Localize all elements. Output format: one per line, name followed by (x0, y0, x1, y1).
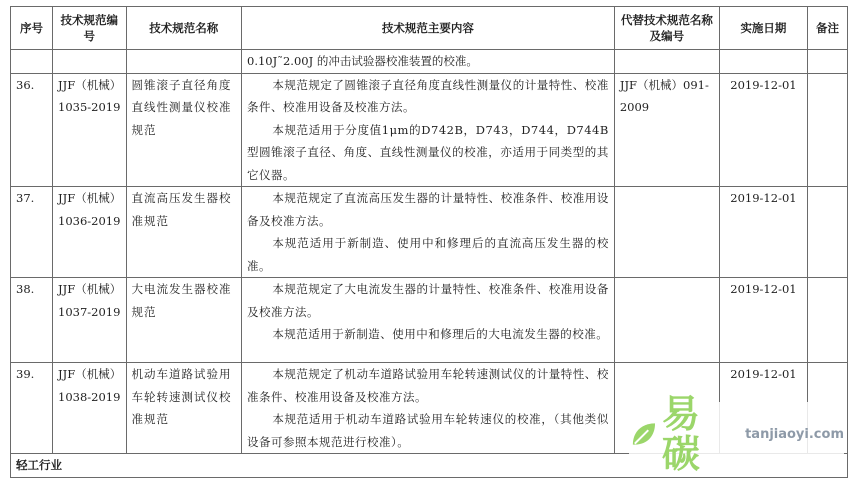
cell-date: 2019-12-01 (719, 187, 807, 278)
cell-name: 机动车道路试验用车轮转速测试仪校准规范 (126, 363, 242, 454)
cell-empty (53, 50, 127, 74)
content-paragraph: 本规范适用于机动车道路试验用车轮转速仪的校准，（其他类似设备可参照本规范进行校准）。 (247, 412, 609, 449)
table-row (11, 278, 848, 363)
cell-empty (719, 50, 807, 74)
cell-date: 2019-12-01 (719, 363, 807, 454)
cell-number: JJF（机械）1038-2019 (53, 363, 127, 454)
cell-content (242, 187, 615, 278)
cell-number: JJF（机械）1035-2019 (53, 73, 127, 187)
cell-replaces (614, 278, 719, 363)
header-content: 技术规范主要内容 (242, 7, 615, 50)
header-seq: 序号 (11, 7, 53, 50)
cell-replaces: JJF（机械）091-2009 (614, 73, 719, 187)
header-date: 实施日期 (719, 7, 807, 50)
cell-number: JJF（机械）1036-2019 (53, 187, 127, 278)
content-paragraph: 本规范适用于分度值1μm的D742B，D743，D744，D744B型圆锥滚子直径、角度、直线性测量仪的校准，亦适用于同类型的其它仪器。 (247, 122, 609, 182)
cell-content (242, 73, 615, 187)
cell-date: 2019-12-01 (719, 73, 807, 187)
header-note: 备注 (808, 7, 848, 50)
cell-seq: 37. (11, 187, 53, 278)
cell-name: 直流高压发生器校准规范 (126, 187, 242, 278)
table-row (11, 187, 848, 278)
content-paragraph: 本规范规定了直流高压发生器的计量特性、校准条件、校准用设备及校准方法。 (247, 191, 609, 228)
cell-note (808, 73, 848, 187)
cell-number: JJF（机械）1037-2019 (53, 278, 127, 363)
cell-seq: 36. (11, 73, 53, 187)
leaf-icon (629, 419, 658, 449)
header-replaces: 代替技术规范名称及编号 (614, 7, 719, 50)
content-paragraph: 本规范规定了机动车道路试验用车轮转速测试仪的计量特性、校准条件、校准用设备及校准方法。 (247, 367, 609, 404)
cell-empty (11, 50, 53, 74)
content-paragraph: 本规范适用于新制造、使用中和修理后的直流高压发生器的校准。 (247, 236, 609, 273)
cell-name: 大电流发生器校准规范 (126, 278, 242, 363)
cell-seq: 39. (11, 363, 53, 454)
watermark (629, 392, 844, 476)
watermark-url: tanjiaoyi.com (745, 426, 844, 442)
header-number: 技术规范编号 (53, 7, 127, 50)
section-title: 轻工行业 (11, 454, 848, 478)
cell-note (808, 187, 848, 278)
cell-empty (808, 50, 848, 74)
continuation-text: 0.10J˜2.00J 的冲击试验器校准装置的校准。 (242, 50, 615, 74)
cell-empty (126, 50, 242, 74)
table-header-row (11, 7, 848, 50)
cell-replaces (614, 187, 719, 278)
cell-date: 2019-12-01 (719, 278, 807, 363)
cell-content (242, 278, 615, 363)
header-name: 技术规范名称 (126, 7, 242, 50)
table-row-continuation (11, 50, 848, 74)
watermark-logo (629, 394, 739, 474)
cell-name: 圆锥滚子直径角度直线性测量仪校准规范 (126, 73, 242, 187)
content-paragraph: 本规范适用于新制造、使用中和修理后的大电流发生器的校准。 (272, 327, 609, 341)
content-paragraph: 本规范规定了圆锥滚子直径角度直线性测量仪的计量特性、校准条件、校准用设备及校准方法。 (247, 77, 609, 114)
cell-content (242, 363, 615, 454)
content-paragraph: 本规范规定了大电流发生器的计量特性、校准条件、校准用设备及校准方法。 (247, 282, 609, 319)
cell-seq: 38. (11, 278, 53, 363)
table-row (11, 73, 848, 187)
watermark-brand: 易碳 (661, 392, 702, 476)
cell-note (808, 278, 848, 363)
cell-empty (614, 50, 719, 74)
